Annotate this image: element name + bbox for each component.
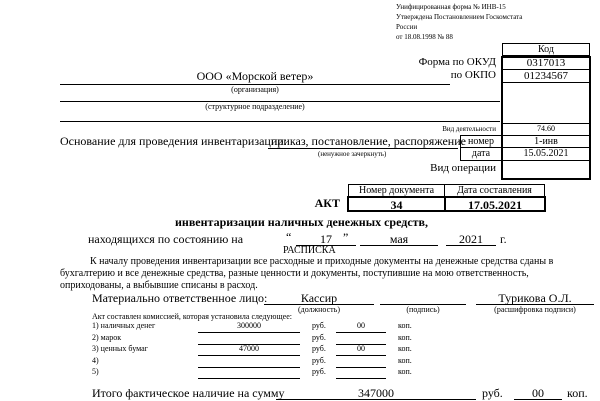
basis-label: Основание для проведения инвентаризации: bbox=[60, 134, 288, 148]
doc-number: 34 bbox=[347, 196, 446, 212]
commission-row-rub-underline bbox=[198, 332, 300, 333]
doc-date: 17.05.2021 bbox=[444, 196, 546, 212]
responsible-label: Материально ответственное лицо: bbox=[92, 291, 268, 305]
total-label: Итого фактическое наличие на сумму bbox=[92, 386, 285, 400]
commission-row-rub-value: 47000 bbox=[239, 344, 259, 353]
approved-line-3: от 18.08.1998 № 88 bbox=[396, 33, 453, 41]
total-kop-value: 00 bbox=[532, 386, 544, 400]
okud-label: Форма по ОКУД bbox=[418, 56, 496, 68]
approved-line-1: Утверждена Постановлением Госкомстата bbox=[396, 13, 523, 21]
total-kop-unit: коп. bbox=[567, 386, 588, 400]
codes-divider bbox=[503, 160, 589, 161]
date-value: 15.05.2021 bbox=[523, 148, 569, 159]
okpo-label: по ОКПО bbox=[450, 69, 496, 81]
responsible-position: Кассир bbox=[300, 291, 338, 305]
act-title: инвентаризации наличных денежных средств, bbox=[175, 215, 429, 229]
as-of-day: 17 bbox=[320, 232, 332, 246]
commission-row-kop-underline bbox=[336, 332, 386, 333]
commission-row-label: 4) bbox=[92, 356, 99, 365]
receipt-title: РАСПИСКА bbox=[283, 245, 336, 256]
commission-row-rub-underline bbox=[198, 355, 300, 356]
quote-open: “ bbox=[286, 230, 292, 244]
okpo-value: 01234567 bbox=[524, 70, 568, 82]
basis-underline bbox=[268, 148, 458, 149]
quote-close: ” bbox=[343, 230, 349, 244]
commission-row-kop-underline bbox=[336, 378, 386, 379]
number-value: 1-инв bbox=[534, 136, 558, 147]
commission-row-rub-underline bbox=[198, 367, 300, 368]
organization-caption: (организация) bbox=[231, 85, 279, 94]
commission-row-kop-value: 00 bbox=[357, 344, 365, 353]
number-label: номер bbox=[468, 136, 494, 147]
act-label: АКТ bbox=[314, 196, 340, 210]
total-rub-value: 347000 bbox=[358, 386, 394, 400]
commission-row-kop-underline bbox=[336, 367, 386, 368]
basis-value: приказ, постановление, распоряжение bbox=[271, 134, 466, 148]
unit-caption: (структурное подразделение) bbox=[205, 102, 305, 111]
commission-row-rub-unit: руб. bbox=[312, 356, 326, 365]
position-caption: (должность) bbox=[298, 305, 340, 314]
year-suffix: г. bbox=[500, 232, 507, 246]
commission-row-kop-unit: коп. bbox=[398, 333, 412, 342]
form-title: Унифицированная форма № ИНВ-15 bbox=[396, 3, 506, 11]
activity-label: Вид деятельности bbox=[442, 125, 496, 133]
name-caption: (расшифровка подписи) bbox=[494, 305, 576, 314]
month-underline bbox=[360, 245, 438, 246]
okud-value: 0317013 bbox=[526, 57, 566, 69]
codes-divider bbox=[503, 82, 589, 83]
receipt-line-3: оприходованы, а выбывшие списаны в расход. bbox=[60, 280, 258, 291]
doc-number-header: Номер документа bbox=[348, 184, 445, 197]
code-column-header: Код bbox=[502, 43, 590, 56]
commission-row-kop-unit: коп. bbox=[398, 344, 412, 353]
receipt-line-1: К началу проведения инвентаризации все расходные и приходные документы на денежные средства сданы в bbox=[90, 256, 554, 267]
commission-row-kop-unit: коп. bbox=[398, 321, 412, 330]
total-rub-unit: руб. bbox=[482, 386, 503, 400]
commission-intro: Акт составлен комиссией, которая установила следующее: bbox=[92, 312, 292, 321]
commission-row-rub-unit: руб. bbox=[312, 344, 326, 353]
commission-row-kop-value: 00 bbox=[357, 321, 365, 330]
as-of-month: мая bbox=[389, 232, 409, 246]
commission-row-label: 5) bbox=[92, 367, 99, 376]
signature-caption: (подпись) bbox=[406, 305, 440, 314]
as-of-year: 2021 bbox=[459, 232, 483, 246]
year-underline bbox=[446, 245, 496, 246]
date-label: дата bbox=[471, 148, 491, 159]
commission-row-rub-value: 300000 bbox=[237, 321, 261, 330]
basis-caption: (ненужное зачеркнуть) bbox=[318, 150, 387, 158]
commission-row-rub-unit: руб. bbox=[312, 367, 326, 376]
total-kop-underline bbox=[514, 399, 562, 400]
commission-row-label: 1) наличных денег bbox=[92, 321, 156, 330]
commission-row-rub-unit: руб. bbox=[312, 321, 326, 330]
as-of-prefix: находящихся по состоянию на bbox=[88, 232, 244, 246]
responsible-name: Туриковa О.Л. bbox=[498, 291, 572, 305]
organization-name: ООО «Морской ветер» bbox=[196, 69, 314, 83]
approved-line-2: России bbox=[396, 23, 418, 31]
commission-row-label: 2) марок bbox=[92, 333, 122, 342]
commission-row-kop-unit: коп. bbox=[398, 356, 412, 365]
activity-value: 74.60 bbox=[537, 124, 555, 133]
receipt-line-2: бухгалтерию и все денежные средства, разные ценности и документы, поступившие на мою ответственность, bbox=[60, 268, 529, 279]
commission-row-label: 3) ценных бумаг bbox=[92, 344, 148, 353]
commission-row-kop-unit: коп. bbox=[398, 367, 412, 376]
total-rub-underline bbox=[276, 399, 476, 400]
commission-row-rub-unit: руб. bbox=[312, 333, 326, 342]
commission-row-rub-underline bbox=[198, 378, 300, 379]
doc-date-header: Дата составления bbox=[444, 184, 545, 197]
blank-underline bbox=[60, 121, 500, 122]
commission-row-kop-underline bbox=[336, 355, 386, 356]
operation-label: Вид операции bbox=[430, 162, 496, 174]
